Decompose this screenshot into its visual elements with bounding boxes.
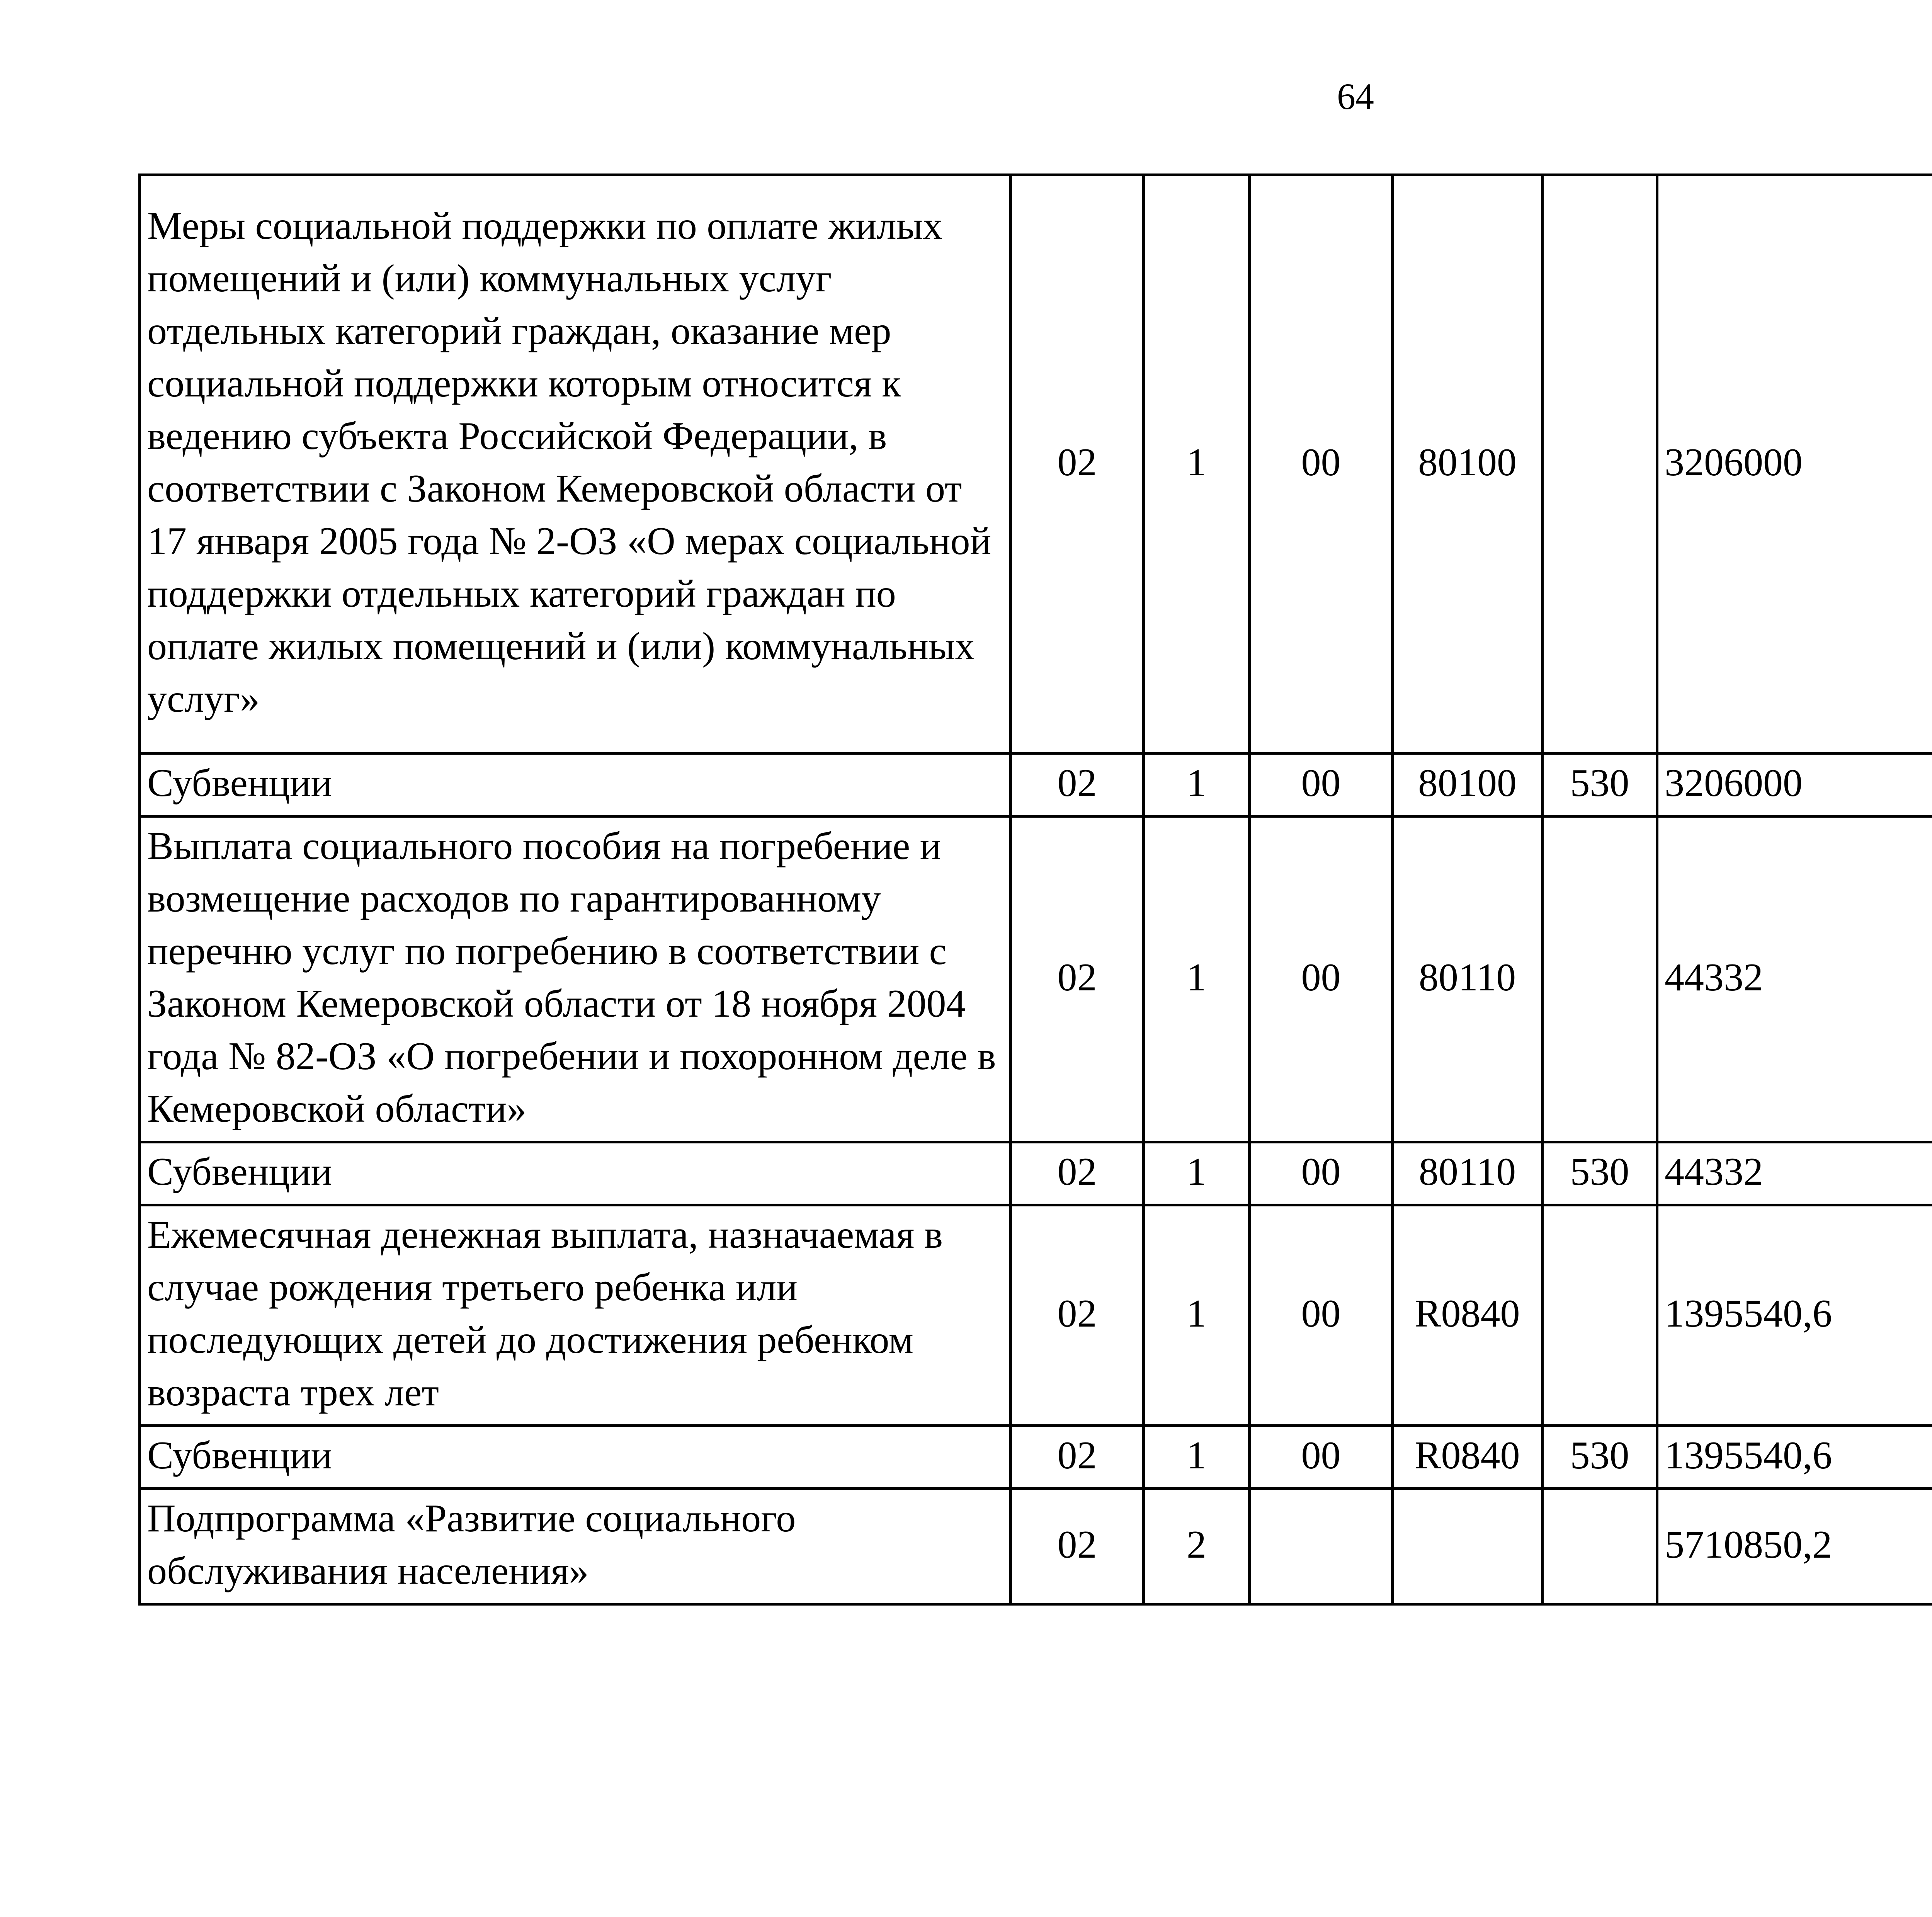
program-code: 02 [1011, 1205, 1144, 1426]
row-description: Субвенции [140, 754, 1011, 816]
subprogram-code: 1 [1144, 1205, 1250, 1426]
main-event-code: 00 [1250, 175, 1393, 754]
amount-year-1: 1395540,6 [1657, 1426, 1932, 1489]
program-code: 02 [1011, 1489, 1144, 1604]
amount-year-1: 3206000 [1657, 175, 1932, 754]
subprogram-code: 1 [1144, 175, 1250, 754]
expense-type-code [1543, 1489, 1657, 1604]
expense-type-code [1543, 1205, 1657, 1426]
direction-code: R0840 [1393, 1205, 1543, 1426]
table-row [140, 1205, 1932, 1426]
row-description: Подпрограмма «Развитие социального обслуживания населения» [140, 1489, 1011, 1604]
row-description: Выплата социального пособия на погребение и возмещение расходов по гарантированному перечню услуг по погребению в соответствии с Законом Кемеровской области от 18 ноября 2004 года № 82-ОЗ «О погребении и похоронном деле в Кемеровской области» [140, 816, 1011, 1142]
table-row [140, 816, 1932, 1142]
main-event-code: 00 [1250, 754, 1393, 816]
program-code: 02 [1011, 1426, 1144, 1489]
main-event-code: 00 [1250, 1205, 1393, 1426]
table-row [140, 1489, 1932, 1604]
direction-code: 80110 [1393, 816, 1543, 1142]
expense-type-code: 530 [1543, 1142, 1657, 1205]
expense-type-code [1543, 816, 1657, 1142]
table-row [140, 175, 1932, 754]
amount-year-1: 1395540,6 [1657, 1205, 1932, 1426]
page-number: 64 [1337, 76, 1374, 117]
program-code: 02 [1011, 816, 1144, 1142]
main-event-code: 00 [1250, 1142, 1393, 1205]
expense-type-code [1543, 175, 1657, 754]
table-row [140, 1142, 1932, 1205]
main-event-code [1250, 1489, 1393, 1604]
row-description: Меры социальной поддержки по оплате жилых помещений и (или) коммунальных услуг отдельных категорий граждан, оказание мер социальной поддержки которым относится к ведению субъекта Российской Федерации, в соответствии с Законом Кемеровской области от 17 января 2005 года № 2-ОЗ «О мерах социальной поддержки отдельных категорий граждан по оплате жилых помещений и (или) коммунальных услуг» [140, 175, 1011, 754]
program-code: 02 [1011, 754, 1144, 816]
row-description: Субвенции [140, 1142, 1011, 1205]
direction-code: R0840 [1393, 1426, 1543, 1489]
expense-type-code: 530 [1543, 1426, 1657, 1489]
subprogram-code: 2 [1144, 1489, 1250, 1604]
amount-year-1: 44332 [1657, 816, 1932, 1142]
table-row [140, 1426, 1932, 1489]
amount-year-1: 5710850,2 [1657, 1489, 1932, 1604]
direction-code: 80100 [1393, 754, 1543, 816]
subprogram-code: 1 [1144, 1426, 1250, 1489]
table-row [140, 754, 1932, 816]
amount-year-1: 3206000 [1657, 754, 1932, 816]
program-code: 02 [1011, 1142, 1144, 1205]
subprogram-code: 1 [1144, 1142, 1250, 1205]
budget-table [138, 173, 1932, 1606]
expense-type-code: 530 [1543, 754, 1657, 816]
main-event-code: 00 [1250, 816, 1393, 1142]
program-code: 02 [1011, 175, 1144, 754]
amount-year-1: 44332 [1657, 1142, 1932, 1205]
direction-code: 80100 [1393, 175, 1543, 754]
subprogram-code: 1 [1144, 754, 1250, 816]
direction-code: 80110 [1393, 1142, 1543, 1205]
main-event-code: 00 [1250, 1426, 1393, 1489]
direction-code [1393, 1489, 1543, 1604]
row-description: Субвенции [140, 1426, 1011, 1489]
subprogram-code: 1 [1144, 816, 1250, 1142]
row-description: Ежемесячная денежная выплата, назначаемая в случае рождения третьего ребенка или последующих детей до достижения ребенком возраста трех лет [140, 1205, 1011, 1426]
